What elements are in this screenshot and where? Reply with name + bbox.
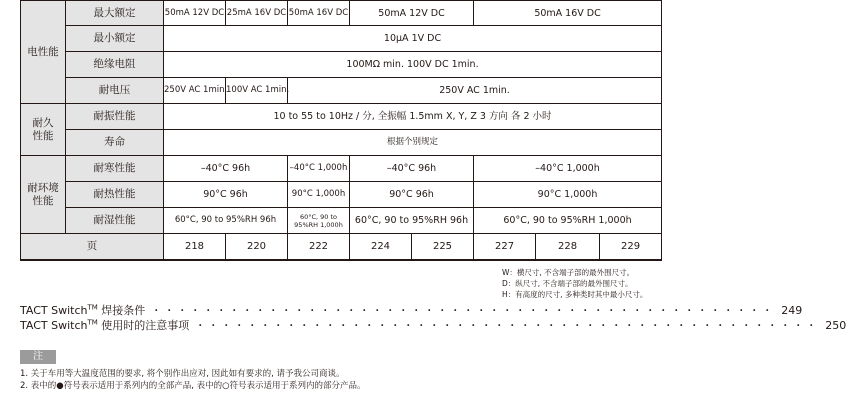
label-insulation: 绝缘电阻 [66,52,164,78]
cell: –40°C 96h [164,156,288,182]
legend-d: D：纵尺寸, 不含端子部的最外围尺寸。 [502,279,633,288]
label-withstand: 耐电压 [66,78,164,104]
cell: –40°C 96h [350,156,474,182]
leader-dots: ・・・・・・・・・・・・・・・・・・・・・・・・・・・・・・・・・・・・・・・・・・・・・・・・ [195,321,820,332]
category-durability: 耐久 性能 [21,104,66,156]
cell: 50mA 16V DC [474,1,662,26]
cell: 90°C 96h [350,182,474,208]
cell: 100MΩ min. 100V DC 1min. [164,52,662,78]
page-ref[interactable]: 227 [474,234,536,260]
cell: 50mA 12V DC [350,1,474,26]
row-heat [21,182,662,208]
label-page: 页 [21,234,164,260]
cell: 25mA 16V DC [226,1,288,26]
cell: 250V AC 1min. [164,78,226,104]
page-ref[interactable]: 220 [226,234,288,260]
cell: 60°C, 90 to 95%RH 1,000h [474,208,662,234]
cell: 根据个别规定 [164,130,662,156]
cell: 60°C, 90 to 95%RH 96h [350,208,474,234]
cell: 100V AC 1min. [226,78,288,104]
page-ref[interactable]: 225 [412,234,474,260]
toc-page: 249 [781,304,803,317]
cell: 60°C, 90 to 95%RH 96h [164,208,288,234]
row-max-rating [21,1,662,26]
cell: –40°C 1,000h [474,156,662,182]
label-min-rating: 最小额定 [66,26,164,52]
row-insulation [21,52,662,78]
label-vibration: 耐振性能 [66,104,164,130]
row-cold [21,156,662,182]
toc-page: 250 [825,319,846,332]
row-min-rating [21,26,662,52]
page-ref[interactable]: 218 [164,234,226,260]
cell: 60°C, 90 to 95%RH 1,000h [288,208,350,234]
cell: 250V AC 1min. [288,78,662,104]
notes-title: 注 [20,350,56,364]
label-max-rating: 最大额定 [66,1,164,26]
row-page [21,234,662,260]
cell: 50mA 16V DC [288,1,350,26]
row-vibration [21,104,662,130]
label-humidity: 耐湿性能 [66,208,164,234]
page-ref[interactable]: 229 [600,234,662,260]
page-ref[interactable]: 228 [536,234,600,260]
label-heat: 耐热性能 [66,182,164,208]
note-item: 1. 关于车用等大温度范围的要求, 将个别作出应对, 因此如有要求的, 请予我公司商谈。 [20,369,345,379]
cell: 90°C 1,000h [474,182,662,208]
toc-soldering[interactable] [20,303,803,318]
leader-dots: ・・・・・・・・・・・・・・・・・・・・・・・・・・・・・・・・・・・・・・・・・・・・・・・・ [151,306,776,317]
cell: 10µA 1V DC [164,26,662,52]
cell: 90°C 1,000h [288,182,350,208]
row-withstand [21,78,662,104]
toc-title: TACT Switch™ 使用时的注意事项 [20,318,190,332]
page-ref[interactable]: 224 [350,234,412,260]
category-electrical: 电性能 [21,1,66,104]
label-cold: 耐寒性能 [66,156,164,182]
legend-w: W：横尺寸, 不含端子部的最外围尺寸。 [502,268,635,277]
cell: 50mA 12V DC [164,1,226,26]
toc-title: TACT Switch™ 焊接条件 [20,303,146,317]
legend-h: H：有高度的尺寸, 多种类时其中最小尺寸。 [502,290,648,299]
toc-precautions[interactable] [20,318,846,333]
cell: 90°C 96h [164,182,288,208]
note-item: 2. 表中的●符号表示适用于系列内的全部产品, 表中的○符号表示适用于系列内的部分产品。 [20,381,366,391]
category-environmental: 耐环境 性能 [21,156,66,234]
row-life [21,130,662,156]
cell: –40°C 1,000h [288,156,350,182]
spec-table [20,0,662,261]
cell: 10 to 55 to 10Hz / 分, 全振幅 1.5mm X, Y, Z 3 方向 各 2 小时 [164,104,662,130]
page-ref[interactable]: 222 [288,234,350,260]
row-humidity [21,208,662,234]
label-life: 寿命 [66,130,164,156]
